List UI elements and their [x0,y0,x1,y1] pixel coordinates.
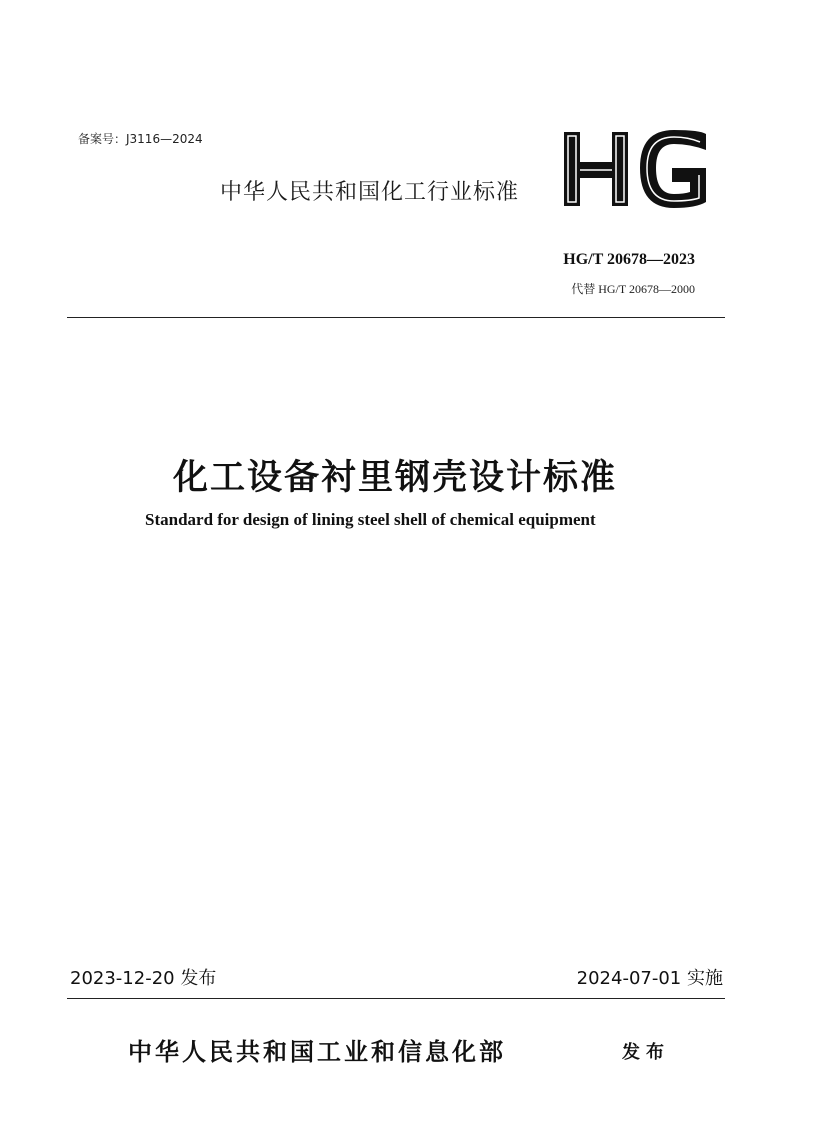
top-divider [67,317,725,318]
standard-code: HG/T 20678—2023 [563,251,695,268]
effective-date: 2024-07-01 实施 [576,968,723,989]
title-chinese: 化工设备衬里钢壳设计标准 [172,458,617,498]
issuer-suffix: 发布 [622,1042,670,1063]
logo-letter-g [640,130,706,208]
hg-logo [560,128,710,210]
standard-type: 中华人民共和国化工行业标准 [220,180,520,205]
filing-number: 备案号：J3116—2024 [78,132,203,146]
replaces-note: 代替 HG/T 20678—2000 [571,282,695,296]
title-english: Standard for design of lining steel shell of chemical equipment [145,510,596,529]
publish-date: 2023-12-20 发布 [70,968,217,989]
issuer: 中华人民共和国工业和信息化部 [128,1038,506,1066]
bottom-divider [67,998,725,999]
logo-letter-h [564,132,628,206]
